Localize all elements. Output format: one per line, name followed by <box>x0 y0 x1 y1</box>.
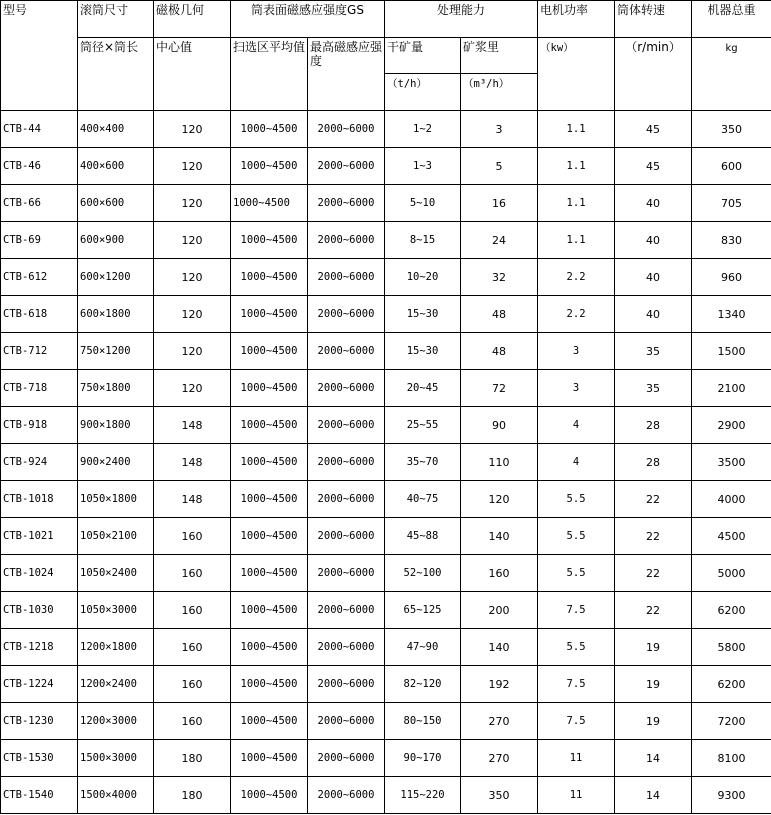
cell-pole-geometry: 160 <box>154 629 231 666</box>
cell-motor-power: 1.1 <box>538 148 615 185</box>
header-slurry-unit <box>461 74 538 111</box>
header-drum-speed-unit <box>615 38 692 111</box>
cell-total-weight: 8100 <box>692 740 771 777</box>
cell-drum-size: 1050×2100 <box>78 518 154 555</box>
cell-slurry: 140 <box>461 629 538 666</box>
cell-drum-speed: 28 <box>615 407 692 444</box>
cell-model: CTB-718 <box>1 370 78 407</box>
cell-drum-speed: 19 <box>615 666 692 703</box>
cell-drum-size: 1500×4000 <box>78 777 154 814</box>
cell-slurry: 140 <box>461 518 538 555</box>
cell-surface-max: 2000~6000 <box>308 333 385 370</box>
cell-drum-size: 600×600 <box>78 185 154 222</box>
cell-motor-power: 1.1 <box>538 222 615 259</box>
cell-slurry: 110 <box>461 444 538 481</box>
header-drum-size-sub: 筒径×筒长 <box>78 38 154 111</box>
cell-drum-speed: 45 <box>615 111 692 148</box>
cell-dry-ore: 82~120 <box>385 666 461 703</box>
total-weight-unit-text: kg <box>725 43 738 54</box>
slurry-unit-text: （m³/h） <box>463 78 510 90</box>
header-total-weight: 机器总重 <box>692 1 771 38</box>
cell-motor-power: 11 <box>538 740 615 777</box>
cell-slurry: 90 <box>461 407 538 444</box>
cell-total-weight: 3500 <box>692 444 771 481</box>
cell-total-weight: 5800 <box>692 629 771 666</box>
cell-model: CTB-924 <box>1 444 78 481</box>
cell-model: CTB-618 <box>1 296 78 333</box>
header-model: 型号 <box>1 1 78 111</box>
cell-motor-power: 7.5 <box>538 592 615 629</box>
cell-drum-size: 900×1800 <box>78 407 154 444</box>
cell-drum-size: 1050×2400 <box>78 555 154 592</box>
header-pole-geometry: 磁极几何 <box>154 1 231 38</box>
cell-slurry: 270 <box>461 703 538 740</box>
cell-slurry: 350 <box>461 777 538 814</box>
cell-drum-size: 750×1800 <box>78 370 154 407</box>
cell-drum-speed: 22 <box>615 481 692 518</box>
cell-total-weight: 830 <box>692 222 771 259</box>
cell-slurry: 120 <box>461 481 538 518</box>
cell-drum-speed: 22 <box>615 592 692 629</box>
cell-surface-avg: 1000~4500 <box>231 629 308 666</box>
table-row <box>1 185 771 222</box>
cell-pole-geometry: 120 <box>154 296 231 333</box>
cell-total-weight: 2100 <box>692 370 771 407</box>
table-row <box>1 629 771 666</box>
cell-drum-size: 1200×2400 <box>78 666 154 703</box>
cell-drum-speed: 19 <box>615 629 692 666</box>
cell-drum-size: 1050×3000 <box>78 592 154 629</box>
cell-total-weight: 6200 <box>692 666 771 703</box>
cell-drum-size: 1200×3000 <box>78 703 154 740</box>
cell-surface-avg: 1000~4500 <box>231 222 308 259</box>
cell-dry-ore: 52~100 <box>385 555 461 592</box>
cell-pole-geometry: 160 <box>154 518 231 555</box>
cell-slurry: 32 <box>461 259 538 296</box>
cell-drum-size: 1050×1800 <box>78 481 154 518</box>
cell-total-weight: 350 <box>692 111 771 148</box>
cell-pole-geometry: 180 <box>154 740 231 777</box>
cell-dry-ore: 90~170 <box>385 740 461 777</box>
cell-dry-ore: 35~70 <box>385 444 461 481</box>
cell-pole-geometry: 160 <box>154 666 231 703</box>
cell-dry-ore: 15~30 <box>385 333 461 370</box>
cell-pole-geometry: 148 <box>154 481 231 518</box>
cell-pole-geometry: 120 <box>154 370 231 407</box>
header-pole-geometry-sub: 中心值 <box>154 38 231 111</box>
cell-total-weight: 705 <box>692 185 771 222</box>
cell-drum-size: 1200×1800 <box>78 629 154 666</box>
cell-drum-speed: 14 <box>615 777 692 814</box>
cell-surface-max: 2000~6000 <box>308 666 385 703</box>
cell-model: CTB-1224 <box>1 666 78 703</box>
cell-surface-avg: 1000~4500 <box>231 444 308 481</box>
header-motor-power-unit <box>538 38 615 111</box>
cell-surface-max: 2000~6000 <box>308 518 385 555</box>
cell-model: CTB-1018 <box>1 481 78 518</box>
cell-slurry: 5 <box>461 148 538 185</box>
cell-pole-geometry: 120 <box>154 185 231 222</box>
cell-pole-geometry: 148 <box>154 444 231 481</box>
cell-dry-ore: 45~88 <box>385 518 461 555</box>
cell-pole-geometry: 120 <box>154 148 231 185</box>
table-header <box>1 1 771 111</box>
header-motor-power: 电机功率 <box>538 1 615 38</box>
header-dry-ore-unit <box>385 74 461 111</box>
cell-surface-avg: 1000~4500 <box>231 481 308 518</box>
cell-surface-avg: 1000~4500 <box>231 185 308 222</box>
cell-motor-power: 11 <box>538 777 615 814</box>
cell-surface-max: 2000~6000 <box>308 629 385 666</box>
cell-slurry: 72 <box>461 370 538 407</box>
cell-drum-size: 400×400 <box>78 111 154 148</box>
cell-model: CTB-1540 <box>1 777 78 814</box>
cell-total-weight: 4500 <box>692 518 771 555</box>
table-row <box>1 333 771 370</box>
cell-total-weight: 1340 <box>692 296 771 333</box>
cell-surface-avg: 1000~4500 <box>231 666 308 703</box>
cell-dry-ore: 40~75 <box>385 481 461 518</box>
header-drum-speed: 筒体转速 <box>615 1 692 38</box>
cell-surface-avg: 1000~4500 <box>231 370 308 407</box>
cell-motor-power: 3 <box>538 333 615 370</box>
cell-dry-ore: 25~55 <box>385 407 461 444</box>
cell-surface-max: 2000~6000 <box>308 555 385 592</box>
cell-pole-geometry: 180 <box>154 777 231 814</box>
cell-pole-geometry: 120 <box>154 222 231 259</box>
table-row <box>1 555 771 592</box>
cell-surface-avg: 1000~4500 <box>231 740 308 777</box>
cell-pole-geometry: 120 <box>154 111 231 148</box>
dry-ore-unit-text: （t/h） <box>387 78 427 90</box>
cell-slurry: 200 <box>461 592 538 629</box>
cell-drum-size: 900×2400 <box>78 444 154 481</box>
cell-motor-power: 7.5 <box>538 666 615 703</box>
cell-pole-geometry: 160 <box>154 703 231 740</box>
table-row <box>1 407 771 444</box>
cell-surface-max: 2000~6000 <box>308 148 385 185</box>
cell-surface-avg: 1000~4500 <box>231 703 308 740</box>
cell-dry-ore: 1~2 <box>385 111 461 148</box>
cell-drum-speed: 40 <box>615 296 692 333</box>
cell-motor-power: 2.2 <box>538 259 615 296</box>
cell-surface-max: 2000~6000 <box>308 222 385 259</box>
motor-power-unit-text: （kw） <box>540 42 574 54</box>
cell-drum-speed: 19 <box>615 703 692 740</box>
cell-dry-ore: 1~3 <box>385 148 461 185</box>
cell-surface-avg: 1000~4500 <box>231 148 308 185</box>
cell-motor-power: 2.2 <box>538 296 615 333</box>
cell-surface-max: 2000~6000 <box>308 370 385 407</box>
cell-drum-speed: 45 <box>615 148 692 185</box>
cell-total-weight: 7200 <box>692 703 771 740</box>
cell-model: CTB-69 <box>1 222 78 259</box>
cell-motor-power: 5.5 <box>538 518 615 555</box>
cell-motor-power: 4 <box>538 407 615 444</box>
cell-surface-max: 2000~6000 <box>308 481 385 518</box>
cell-model: CTB-712 <box>1 333 78 370</box>
cell-motor-power: 5.5 <box>538 481 615 518</box>
cell-model: CTB-918 <box>1 407 78 444</box>
cell-total-weight: 9300 <box>692 777 771 814</box>
cell-slurry: 192 <box>461 666 538 703</box>
table-row <box>1 296 771 333</box>
cell-model: CTB-612 <box>1 259 78 296</box>
cell-surface-max: 2000~6000 <box>308 740 385 777</box>
cell-dry-ore: 8~15 <box>385 222 461 259</box>
cell-surface-max: 2000~6000 <box>308 185 385 222</box>
cell-surface-max: 2000~6000 <box>308 777 385 814</box>
cell-model: CTB-46 <box>1 148 78 185</box>
table-row <box>1 481 771 518</box>
cell-motor-power: 7.5 <box>538 703 615 740</box>
cell-drum-speed: 22 <box>615 555 692 592</box>
header-slurry: 矿浆里 <box>461 38 538 74</box>
cell-slurry: 48 <box>461 333 538 370</box>
header-dry-ore: 干矿量 <box>385 38 461 74</box>
cell-total-weight: 5000 <box>692 555 771 592</box>
cell-dry-ore: 10~20 <box>385 259 461 296</box>
cell-model: CTB-1530 <box>1 740 78 777</box>
cell-slurry: 270 <box>461 740 538 777</box>
cell-slurry: 24 <box>461 222 538 259</box>
table-row <box>1 666 771 703</box>
cell-slurry: 48 <box>461 296 538 333</box>
cell-drum-size: 400×600 <box>78 148 154 185</box>
cell-slurry: 160 <box>461 555 538 592</box>
cell-pole-geometry: 160 <box>154 592 231 629</box>
cell-surface-max: 2000~6000 <box>308 296 385 333</box>
cell-drum-speed: 22 <box>615 518 692 555</box>
cell-surface-avg: 1000~4500 <box>231 333 308 370</box>
cell-total-weight: 960 <box>692 259 771 296</box>
cell-model: CTB-1218 <box>1 629 78 666</box>
cell-drum-speed: 28 <box>615 444 692 481</box>
cell-surface-avg: 1000~4500 <box>231 296 308 333</box>
cell-drum-size: 1500×3000 <box>78 740 154 777</box>
cell-pole-geometry: 120 <box>154 259 231 296</box>
cell-surface-max: 2000~6000 <box>308 111 385 148</box>
cell-pole-geometry: 160 <box>154 555 231 592</box>
cell-dry-ore: 115~220 <box>385 777 461 814</box>
cell-drum-size: 600×900 <box>78 222 154 259</box>
header-drum-size: 滚筒尺寸 <box>78 1 154 38</box>
cell-total-weight: 4000 <box>692 481 771 518</box>
cell-dry-ore: 5~10 <box>385 185 461 222</box>
cell-surface-avg: 1000~4500 <box>231 111 308 148</box>
table-row <box>1 703 771 740</box>
drum-speed-unit-text: （r/min） <box>625 40 681 54</box>
table-row <box>1 222 771 259</box>
cell-motor-power: 4 <box>538 444 615 481</box>
cell-model: CTB-66 <box>1 185 78 222</box>
cell-pole-geometry: 120 <box>154 333 231 370</box>
cell-surface-max: 2000~6000 <box>308 259 385 296</box>
cell-drum-speed: 40 <box>615 259 692 296</box>
table-row <box>1 370 771 407</box>
table-body <box>1 111 771 814</box>
cell-slurry: 3 <box>461 111 538 148</box>
cell-surface-max: 2000~6000 <box>308 407 385 444</box>
cell-surface-max: 2000~6000 <box>308 703 385 740</box>
cell-drum-speed: 35 <box>615 333 692 370</box>
cell-dry-ore: 65~125 <box>385 592 461 629</box>
cell-drum-size: 600×1200 <box>78 259 154 296</box>
table-row <box>1 259 771 296</box>
cell-motor-power: 5.5 <box>538 555 615 592</box>
cell-motor-power: 1.1 <box>538 185 615 222</box>
cell-pole-geometry: 148 <box>154 407 231 444</box>
table-row <box>1 592 771 629</box>
cell-drum-speed: 40 <box>615 222 692 259</box>
cell-drum-speed: 14 <box>615 740 692 777</box>
cell-total-weight: 600 <box>692 148 771 185</box>
table-row <box>1 777 771 814</box>
cell-total-weight: 1500 <box>692 333 771 370</box>
cell-surface-avg: 1000~4500 <box>231 592 308 629</box>
table-row <box>1 148 771 185</box>
cell-model: CTB-1230 <box>1 703 78 740</box>
table-row <box>1 740 771 777</box>
cell-motor-power: 3 <box>538 370 615 407</box>
cell-model: CTB-44 <box>1 111 78 148</box>
cell-surface-avg: 1000~4500 <box>231 518 308 555</box>
header-total-weight-unit <box>692 38 771 111</box>
cell-slurry: 16 <box>461 185 538 222</box>
cell-dry-ore: 47~90 <box>385 629 461 666</box>
cell-surface-max: 2000~6000 <box>308 592 385 629</box>
cell-model: CTB-1021 <box>1 518 78 555</box>
cell-dry-ore: 80~150 <box>385 703 461 740</box>
header-capacity: 处理能力 <box>385 1 538 38</box>
cell-surface-avg: 1000~4500 <box>231 407 308 444</box>
cell-dry-ore: 20~45 <box>385 370 461 407</box>
cell-motor-power: 1.1 <box>538 111 615 148</box>
header-surface-field: 筒表面磁感应强度GS <box>231 1 385 38</box>
cell-surface-avg: 1000~4500 <box>231 555 308 592</box>
cell-model: CTB-1024 <box>1 555 78 592</box>
cell-drum-size: 600×1800 <box>78 296 154 333</box>
cell-drum-speed: 35 <box>615 370 692 407</box>
cell-model: CTB-1030 <box>1 592 78 629</box>
cell-drum-speed: 40 <box>615 185 692 222</box>
cell-total-weight: 6200 <box>692 592 771 629</box>
cell-total-weight: 2900 <box>692 407 771 444</box>
table-row <box>1 444 771 481</box>
cell-surface-avg: 1000~4500 <box>231 777 308 814</box>
table-row <box>1 111 771 148</box>
header-surface-avg: 扫选区平均值 <box>231 38 308 111</box>
header-surface-max: 最高磁感应强度 <box>308 38 385 111</box>
cell-drum-size: 750×1200 <box>78 333 154 370</box>
cell-surface-avg: 1000~4500 <box>231 259 308 296</box>
cell-surface-max: 2000~6000 <box>308 444 385 481</box>
cell-motor-power: 5.5 <box>538 629 615 666</box>
table-row <box>1 518 771 555</box>
cell-dry-ore: 15~30 <box>385 296 461 333</box>
